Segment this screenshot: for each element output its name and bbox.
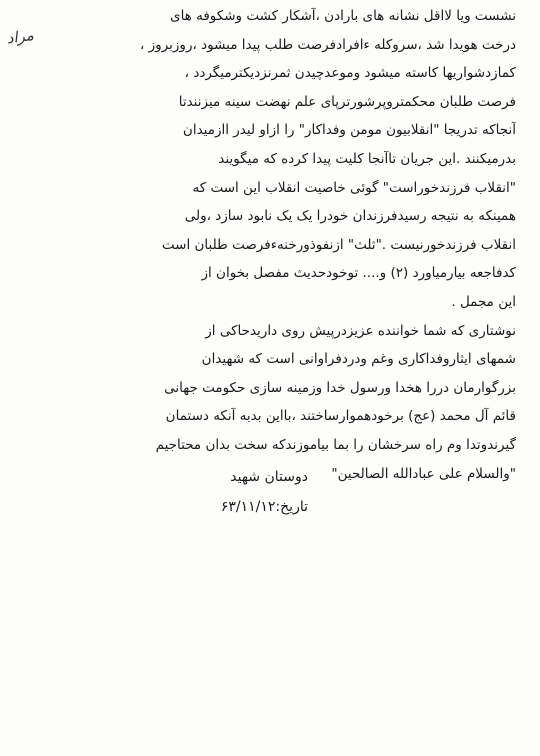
signature-block xyxy=(221,462,308,522)
letter-line: قائم آل محمد (عج) برخودهموارساختند ،بااین بدبه آنکه دستمان xyxy=(165,408,516,425)
letter-line: نشست ویا لااقل نشانه های بارادن ،آشکار کشت وشکوفه های xyxy=(170,8,516,24)
letter-line: "والسلام علی عبادالله الصالحین" xyxy=(331,465,516,482)
letter-body xyxy=(38,2,516,488)
letter-line: نوشتاری که شما خواننده عزیزدرپیش روی داریدحاکی از xyxy=(205,322,516,339)
letter-line: این مجمل . xyxy=(451,293,516,310)
letter-line: آنجاکه تدریجا "انقلابیون مومن وفداکار" را ازاو لیدر اازمیدان xyxy=(182,122,516,139)
letter-line: همینکه به نتیجه رسیدفرزندان خودرا یک یک نابود سازد ،ولی xyxy=(184,208,516,225)
letter-line: درخت هویدا شد ،سروکله ءافرادفرصت طلب پیدا میشود ،روزبروز ، xyxy=(140,36,516,53)
letter-line: کدفاجعه بیارمیاورد (۲) و.... توخودحدیث مفصل بخوان از xyxy=(201,265,516,282)
letter-line: فرصت طلبان محکمتروپرشورترپای علم نهضت سینه میزنندتا xyxy=(178,93,516,110)
signature-from: دوستان شهید xyxy=(230,469,308,485)
letter-line: بدرمیکنند .این جریان تاآنجا کلیت پیدا کرده که میگویند xyxy=(218,150,516,167)
letter-line: شمهای ایثاروفداکاری وغم ودردفراوانی است که شهیدان xyxy=(201,351,516,368)
letter-line: "انقلاب فرزندخوراست" گوئی خاصیت انقلاب این است که xyxy=(192,179,516,196)
handwritten-margin-note: مراد xyxy=(5,25,35,48)
letter-line: بزرگوارمان دررا هخدا ورسول خدا وزمینه سازی حکومت جهانی xyxy=(164,379,516,396)
letter-line: کمازدشواریها کاسته میشود وموعدچیدن ثمرنزدیکترمیگردد ، xyxy=(184,65,516,82)
letter-line: گیرندوتدا وم راه سرخشان را بما بیاموزندکه سخت بدان محتاجیم xyxy=(155,436,516,453)
signature-date: تاریخ:۶۳/۱۱/۱۲ xyxy=(220,499,308,515)
letter-line: انقلاب فرزندخورنیست ."ثلث" ازنفوذورخنهءفرصت طلبان است xyxy=(161,236,516,253)
